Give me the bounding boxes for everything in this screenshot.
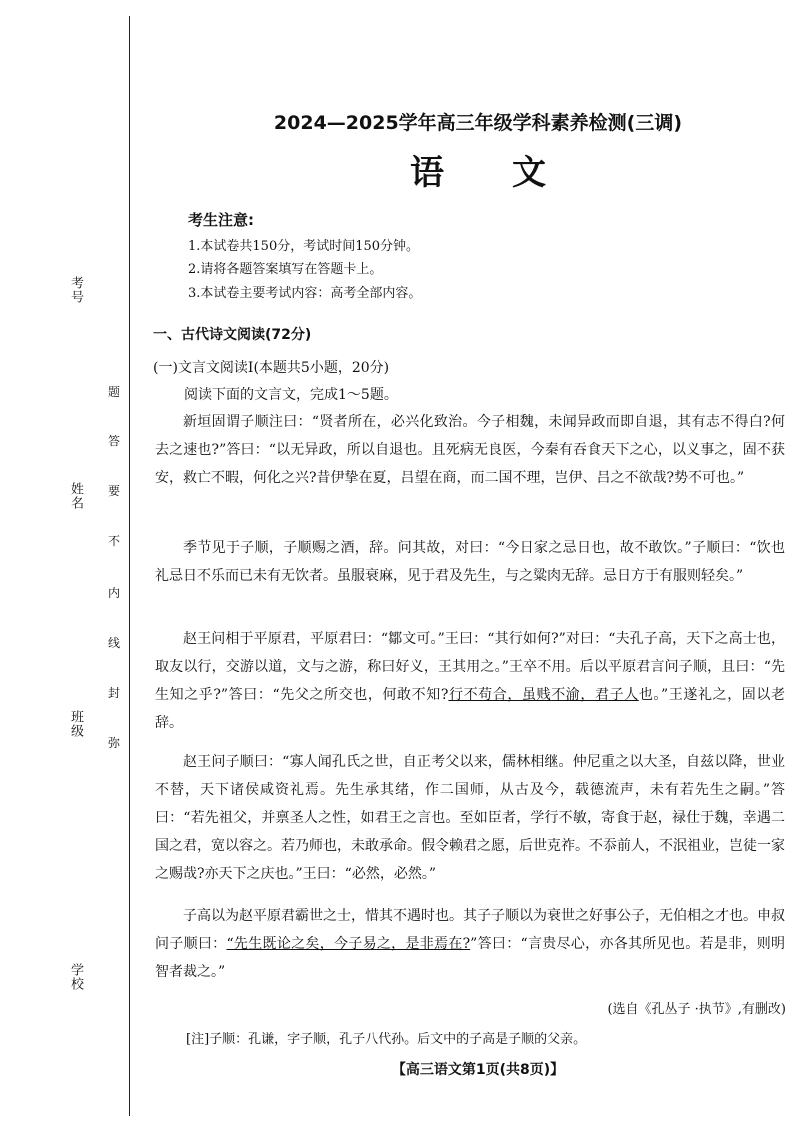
section-title: 一、古代诗文阅读(72分) bbox=[153, 327, 312, 343]
paragraph-text: 也。”王遂礼之，固以老辞。 bbox=[155, 687, 786, 731]
seal-char: 题 bbox=[108, 385, 121, 399]
seal-char: 答 bbox=[108, 434, 121, 448]
subsection-title: (一)文言文阅读Ⅰ(本题共5小题，20分) bbox=[153, 360, 390, 376]
paragraph-text: ”答曰：“言贵尽心，亦各其所见也。若是非，则明智者裁之。” bbox=[155, 936, 785, 980]
exam-title: 2024—2025学年高三年级学科素养检测(三调) bbox=[273, 112, 683, 134]
source-citation: (选自《孔丛子 ·执节》,有删改) bbox=[607, 1002, 786, 1017]
exam-number-label: 考号 bbox=[68, 276, 83, 304]
underlined-sentence: “先生既论之矣，今子易之，是非焉在? bbox=[226, 936, 471, 952]
reading-instruction: 阅读下面的文言文，完成1～5题。 bbox=[184, 387, 398, 403]
paragraph-text: 赵王问相于平原君，平原君曰：“鄒文可。”王曰：“其行如何?”对曰：“夫孔子高，天下之高士也，取友以行，交游以道，文与之游，称曰好义，王其用之。”王卒不用。后以平原君言问子顺，且曰：“先生知之乎?”答曰：“先父之所交也，何敢不知? bbox=[155, 631, 785, 703]
passage-paragraph-3 bbox=[155, 625, 785, 737]
binding-line bbox=[129, 16, 130, 1116]
subject-title: 语文 bbox=[410, 153, 614, 193]
seal-char: 不 bbox=[108, 534, 121, 548]
page-footer: 【高三语文第1页(共8页)】 bbox=[391, 1062, 565, 1078]
seal-char: 要 bbox=[108, 484, 121, 498]
notice-item: 2.请将各题答案填写在答题卡上。 bbox=[188, 262, 383, 277]
seal-char: 内 bbox=[108, 586, 121, 600]
passage-paragraph-5 bbox=[155, 902, 785, 986]
passage-paragraph-2: 季节见于子顺，子顺赐之酒，辞。问其故，对曰：“今日家之忌日也，故不敢饮。”子顺曰：“饮也礼忌日不乐而已未有无饮者。虽服衰麻，见于君及先生，与之粱肉无辞。忌日方于有服则轻矣。” bbox=[155, 540, 785, 584]
class-label: 班级 bbox=[68, 710, 83, 738]
notice-item: 3.本试卷主要考试内容：高考全部内容。 bbox=[188, 286, 422, 301]
underlined-sentence: 行不苟合，虽贱 bbox=[448, 687, 552, 703]
notice-item: 1.本试卷共150分，考试时间150分钟。 bbox=[188, 239, 420, 254]
annotation-note: [注]子顺：孔谦，字子顺，孔子八代孙。后文中的子高是子顺的父亲。 bbox=[186, 1032, 587, 1047]
seal-char: 弥 bbox=[108, 736, 121, 750]
name-label: 姓名 bbox=[68, 482, 83, 510]
school-label: 学校 bbox=[68, 963, 83, 991]
seal-char: 线 bbox=[108, 636, 121, 650]
underlined-sentence: 不渝，君子人 bbox=[551, 687, 639, 703]
notice-heading: 考生注意: bbox=[188, 211, 254, 229]
paragraph-text: 子高以为赵平原君霸世之士，惜其不遇时也。其子子顺以为衰世之好事公子，无伯相之才也。申叔问子顺曰： bbox=[155, 908, 785, 952]
seal-char: 封 bbox=[108, 686, 121, 700]
passage-paragraph-1: 新垣固谓子顺注曰：“贤者所在，必兴化致治。今子相魏，未闻异政而即自退，其有志不得白?何去之速也?”答曰：“以无异政，所以自退也。且死病无良医，今秦有吞食天下之心，以义事之，固不获安，救亡不暇，何化之兴?昔伊挚在夏，吕望在商，而二国不理，岂伊、吕之不欲哉?势不可也。” bbox=[155, 414, 785, 486]
passage-paragraph-4: 赵王问子顺曰：“寡人闻孔氏之世，自正考父以来，儒林相继。仲尼重之以大圣，自兹以降，世业不替，天下诸侯咸资礼焉。先生承其绪，作二国师，从古及今，载德流声，未有若先生之嗣。”答曰：“若先祖父，并禀圣人之性，如君王之言也。至如臣者，学行不敏，寄食于赵，禄仕于魏，幸遇二国之君，宽以容之。若乃师也，未敢承命。假令赖君之愿，后世克祚。不忝前人，不泯祖业，岂徒一家之赐哉?亦天下之庆也。”王曰：“必然，必然。” bbox=[155, 754, 785, 882]
